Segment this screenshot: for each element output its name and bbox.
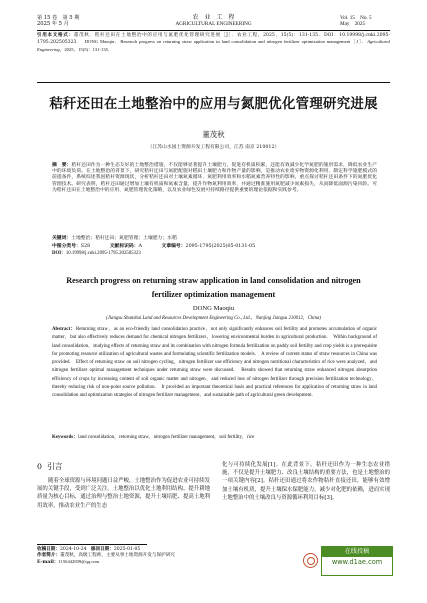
doi-label: DOI： xyxy=(52,251,66,256)
revised-date: 2025-01-05 xyxy=(113,547,141,552)
affiliation-en: (Jiangsu Shanshui Land and Resources Development Engineering Co., Ltd.，Nanjing Jiangsu 210012，China) xyxy=(105,316,321,321)
header-date-cn: 2025 年 5 月 xyxy=(37,21,69,28)
header-volume-en xyxy=(340,15,392,28)
revised-label: 修回日期： xyxy=(90,547,114,552)
doi-value: 10.19998/j.cnki.2095-1795.202505323 xyxy=(65,251,141,256)
section-heading xyxy=(37,461,207,472)
citation-cn: 董茂秋．秸秆还田在土地整治中的应用与氮肥优化管理研究进展［J］．农业工程，2025，15(5)：131-135．DOI：10.19998/j.cnki.2095-1795.202505323． xyxy=(37,33,390,46)
author-en: DONG Maoqiu xyxy=(192,305,235,312)
clc-value: S28 xyxy=(80,244,91,249)
abstract-cn-text: 秸秆还田作为一种生态友好的土地整治措施，不仅能够显著提升土壤肥力，促进有机质积累，还能有效减少化学氮肥的施用需求，降低农业生产中的环境负荷。在土地整治的背景下，研究秸秆还田与氮肥配施对稻田土壤肥力和作物产量的影响，是推动农业废弃物资源化利用、制定科学施肥模式的前提条件，系统综述我国秸秆资源现状，分析秸秆还田对土壤氮素循环、氮肥利用效率和水稻氮素营养特性的影响，重点探讨秸秆还田条件下的氮肥优化管理技术。研究表明，秸秆还田通过增加土壤有机质和氮素含量，提升作物氮利用效率，并通过精准施用氮肥减少氮素损失，从而降低面源污染风险。可为秸秆还田在土地整治中的应用、氮肥管理优化策略，以及农业绿色发展可持续路径提供重要的理论依据和实践参考。 xyxy=(52,163,377,193)
keywords-en xyxy=(52,434,377,442)
header-journal-en: AGRICULTURAL ENGINEERING xyxy=(175,21,252,28)
article-no-value: 2095-1795(2025)05-0131-05 xyxy=(185,244,256,249)
abstract-cn-label: 摘 要： xyxy=(52,162,72,168)
abstract-en-label: Abstract： xyxy=(52,327,77,332)
affiliation-cn: （江苏山水国土资源开发工程有限公司，江苏 南京 210012） xyxy=(147,145,280,150)
keywords-cn xyxy=(52,235,377,242)
title-cn: 秸秆还田在土地整治中的应用与氮肥优化管理研究进展 xyxy=(49,96,378,112)
header-journal-cn: 农 业 工 程 xyxy=(192,14,235,21)
title-en-line1: Research progress on returning straw application in land consolidation and nitrogen xyxy=(66,276,361,285)
header-vol-cn: 第 15 卷 第 5 期 xyxy=(37,15,80,21)
received-date: 2024-10-24 xyxy=(59,547,87,552)
citation-label: 引用本文格式： xyxy=(37,33,74,38)
section-title: 引言 xyxy=(46,462,63,471)
keywords-en-text: land consolidation，returning straw，nitrogen fertilizer management，soil fertility，rice xyxy=(78,435,255,440)
intro-paragraph-left: 随着全球资源与环境问题日益严峻，土地整治作为促进农业可持续发展的关键手段，受到广泛关注。土地整治以优化土地利用结构、提升耕地质量为核心目标，通过治理与整治土地资源，提升土壤培肥、提高土地利用效率，推动农业生产的生态 xyxy=(37,478,210,509)
received-label: 收稿日期： xyxy=(37,547,60,552)
doc-code-label: 文献标识码： xyxy=(109,243,139,249)
header-journal xyxy=(130,15,297,28)
abstract-cn xyxy=(52,162,377,194)
citation-rule xyxy=(37,82,390,83)
header-vol-en: Vol. 15 No. 5 xyxy=(340,15,372,21)
doc-code-value: A xyxy=(138,244,142,249)
title-en xyxy=(20,274,407,302)
journal-seal-icon xyxy=(303,553,318,568)
keywords-cn-label: 关键词： xyxy=(52,235,72,241)
badge-title: 在线投稿 xyxy=(322,547,392,557)
keywords-en-label: Keywords： xyxy=(52,435,79,440)
online-submission-badge[interactable] xyxy=(321,546,393,576)
footnote xyxy=(37,547,217,567)
citation-block xyxy=(37,33,390,54)
citation-en-prefix: DONG Maoqiu．Research progress on returning straw application in land consolidation and nitrogen fertilizer optimization management［J］． xyxy=(84,39,368,45)
intro-paragraph-right: 化与可持续化发展[1]。在此背景下，秸秆还田作为一种生态农业措施，不仅是提升土壤肥力、改良土壤结构的重要方法，也是土地整治的一项关键内容[2]。秸秆还田通过将农作物秸秆直接还田，能够有效增加土壤有机质，提升土壤保水保肥能力，减少对化肥的依赖，进而实现土地整治中的土壤改良与资源循环利用目标[3]。 xyxy=(222,462,390,501)
abstract-en-text: Returning straw，as an eco-friendly land consolidation practice，not only significantly enhances soil fertility and promotes accumulation of organic matter，but also effectively reduces demand for chemical nitrogen fertilizers，lowering environmental burden in agricultural production. Within background of land consolidation，studying effects of returning straw and its combination with nitrogen formula fertilization on paddy soil fertility and crop yields is a prerequisite for promoting resource utilization of agricultural wastes and formulating scientific fertilization models. A review of current status of straw resources in China was provided. Effect of returning straw on soil nitrogen cycling，nitrogen fertilizer use efficiency and nitrogen nutritional characteristics of rice were analyzed，and nitrogen fertilizer optimal management techniques under returning straw were discussed. Results showed that returning straw enhanced nitrogen absorption efficiency of crops by increasing content of soil organic matter and nitrogen，and reduced loss of nitrogen fertilizer through precision fertilization technology，thereby reducing risk of non-point source pollution. It provided an important theoretical basis and practical references for application of returning straw in land consolidation and optimization strategies of nitrogen fertilizer management，and sustainable path of agricultural green development. xyxy=(52,327,377,399)
bio-label: 作者简介： xyxy=(37,553,60,559)
bio-text: 董茂秋，高级工程师，主要从事土地资源开发与保护研究 xyxy=(59,553,175,559)
title-en-line2: fertilizer optimization management xyxy=(151,290,276,299)
email-value: 1156442839@qq.com xyxy=(58,559,100,565)
clc-label: 中图分类号： xyxy=(52,243,81,249)
article-no-label: 文章编号： xyxy=(161,243,186,249)
doi-line xyxy=(52,251,377,257)
email-label: E-mail： xyxy=(37,560,59,566)
abstract-en xyxy=(52,326,377,401)
citation-en-journal: Agricultural Engineering xyxy=(37,39,390,52)
citation-en-suffix: ，2025，15(5)：131-135． xyxy=(59,46,113,52)
badge-url: www.d1ae.com xyxy=(331,558,383,566)
header-rule xyxy=(37,30,390,31)
author-cn: 董茂秋 xyxy=(202,130,225,139)
footnote-email xyxy=(37,559,217,566)
classification-line xyxy=(52,243,377,250)
keywords-cn-text: 土地整治；秸秆还田；氮肥管理；土壤肥力；水稻 xyxy=(71,236,177,241)
header-date-en: May 2025 xyxy=(340,21,366,28)
footnote-rule xyxy=(37,544,147,545)
section-number: 0 xyxy=(37,462,42,471)
